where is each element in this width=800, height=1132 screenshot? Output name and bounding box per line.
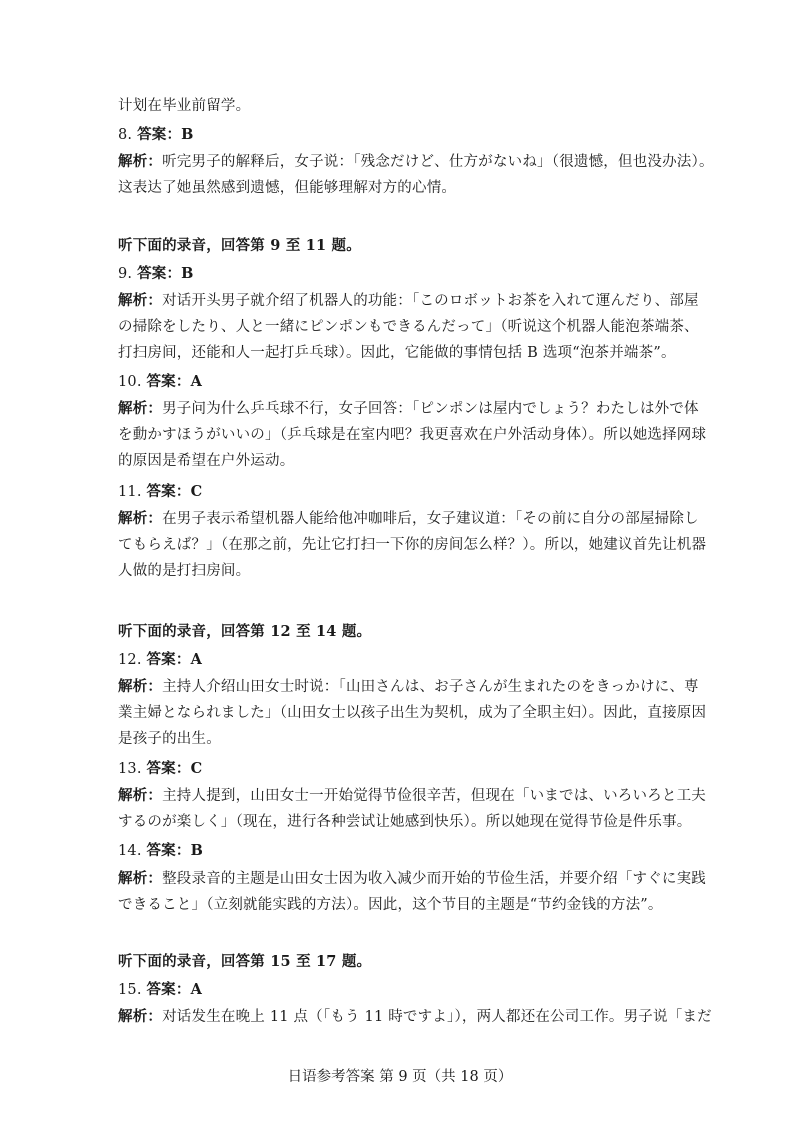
q10-analysis-line-1 xyxy=(118,399,699,419)
q15-analysis-label: 解析： xyxy=(118,1008,163,1025)
q14-number: 14. xyxy=(118,843,142,859)
q9-analysis-line-3: 打扫房间，还能和人一起打乒乓球）。因此，它能做的事情包括 B 选项“泡茶并端茶”。 xyxy=(118,345,676,361)
q14-answer-line xyxy=(118,841,688,861)
q10-answer-label: 答案： xyxy=(146,373,191,390)
q12-answer-label: 答案： xyxy=(146,651,191,668)
q9-analysis-line-1 xyxy=(118,291,699,311)
q8-analysis-line-2: 这表达了她虽然感到遗憾，但能够理解对方的心情。 xyxy=(118,180,457,196)
q13-answer-label: 答案： xyxy=(146,760,191,777)
q13-number: 13. xyxy=(118,761,142,777)
q12-analysis-line-2: 業主婦となられました」（山田女士以孩子出生为契机，成为了全职主妇）。因此，直接原因 xyxy=(118,705,707,721)
q14-analysis-label: 解析： xyxy=(118,870,163,887)
q10-answer: A xyxy=(190,373,203,390)
q9-number: 9. xyxy=(118,266,133,282)
q15-number: 15. xyxy=(118,982,142,998)
q10-analysis-line-2: を動かすほうがいいの」（乒乓球是在室内吧？我更喜欢在户外活动身体）。所以她选择网球 xyxy=(118,427,707,443)
q11-analysis-text: 在男子表示希望机器人能给他冲咖啡后，女子建议道：「その前に自分の部屋掃除し xyxy=(162,511,699,527)
q8-answer-line xyxy=(118,125,688,145)
q13-answer-line xyxy=(118,759,688,779)
q12-number: 12. xyxy=(118,652,142,668)
q12-answer: A xyxy=(190,651,203,668)
q11-analysis-label: 解析： xyxy=(118,510,163,527)
q15-answer: A xyxy=(190,981,203,998)
intro-line: 计划在毕业前留学。 xyxy=(118,98,251,114)
q10-analysis-line-3: 的原因是希望在户外运动。 xyxy=(118,453,295,469)
q8-answer: B xyxy=(181,126,194,143)
q8-analysis-text: 听完男子的解释后，女子说：「残念だけど、仕方がないね」（很遗憾，但也没办法）。 xyxy=(162,154,714,170)
q15-analysis-text: 对话发生在晚上 11 点（「もう 11 時ですよ」），两人都还在公司工作。男子说「まだ xyxy=(162,1009,712,1025)
q9-answer: B xyxy=(181,265,194,282)
q11-answer-line xyxy=(118,482,688,502)
section-heading-15-17: 听下面的录音，回答第 15 至 17 题。 xyxy=(118,953,372,970)
q10-analysis-label: 解析： xyxy=(118,400,163,417)
q14-analysis-text: 整段录音的主题是山田女士因为收入减少而开始的节俭生活，并要介绍「すぐに実践 xyxy=(162,871,707,887)
q10-analysis-text: 男子问为什么乒乓球不行，女子回答：「ピンポンは屋内でしょう？わたしは外で体 xyxy=(162,401,699,417)
section-heading-12-14: 听下面的录音，回答第 12 至 14 题。 xyxy=(118,623,372,640)
q9-answer-label: 答案： xyxy=(137,265,182,282)
q13-analysis-text: 主持人提到，山田女士一开始觉得节俭很辛苦，但现在「いまでは、いろいろと工夫 xyxy=(162,788,707,804)
q15-answer-line xyxy=(118,980,688,1000)
q13-analysis-line-2: するのが楽しく」（现在，进行各种尝试让她感到快乐）。所以她现在觉得节俭是件乐事。 xyxy=(118,814,692,830)
q11-analysis-line-1 xyxy=(118,509,699,529)
q9-answer-line xyxy=(118,264,688,284)
q9-analysis-label: 解析： xyxy=(118,292,163,309)
q8-number: 8. xyxy=(118,127,133,143)
q15-answer-label: 答案： xyxy=(146,981,191,998)
q9-analysis-line-2: の掃除をしたり、人と一緒にピンポンもできるんだって」（听说这个机器人能泡茶端茶、 xyxy=(118,319,699,335)
q15-analysis-line-1 xyxy=(118,1007,712,1027)
q11-number: 11. xyxy=(118,484,142,500)
q13-analysis-label: 解析： xyxy=(118,787,163,804)
q8-analysis-line-1 xyxy=(118,152,714,172)
q8-analysis-label: 解析： xyxy=(118,153,163,170)
q12-analysis-label: 解析： xyxy=(118,678,163,695)
page-footer: 日语参考答案 第 9 页（共 18 页） xyxy=(287,1069,513,1085)
section-heading-9-11: 听下面的录音，回答第 9 至 11 题。 xyxy=(118,237,361,254)
q8-answer-label: 答案： xyxy=(137,126,182,143)
q13-analysis-line-1 xyxy=(118,786,707,806)
q11-answer: C xyxy=(190,483,203,500)
q13-answer: C xyxy=(190,760,203,777)
q14-answer-label: 答案： xyxy=(146,842,191,859)
q11-analysis-line-2: てもらえば？」（在那之前，先让它打扫一下你的房间怎么样？）。所以，她建议首先让机器 xyxy=(118,537,707,553)
q10-number: 10. xyxy=(118,374,142,390)
q10-answer-line xyxy=(118,372,688,392)
q12-analysis-line-1 xyxy=(118,677,699,697)
q9-analysis-text: 对话开头男子就介绍了机器人的功能：「このロボットお茶を入れて運んだり、部屋 xyxy=(162,293,699,309)
q14-answer: B xyxy=(190,842,204,859)
q11-answer-label: 答案： xyxy=(146,483,191,500)
q12-analysis-line-3: 是孩子的出生。 xyxy=(118,731,221,747)
q12-analysis-text: 主持人介绍山田女士时说：「山田さんは、お子さんが生まれたのをきっかけに、専 xyxy=(162,679,699,695)
q11-analysis-line-3: 人做的是打扫房间。 xyxy=(118,563,251,579)
q14-analysis-line-1 xyxy=(118,869,707,889)
q12-answer-line xyxy=(118,650,688,670)
q14-analysis-line-2: できること」（立刻就能实践的方法）。因此，这个节目的主题是“节约金钱的方法”。 xyxy=(118,897,663,913)
